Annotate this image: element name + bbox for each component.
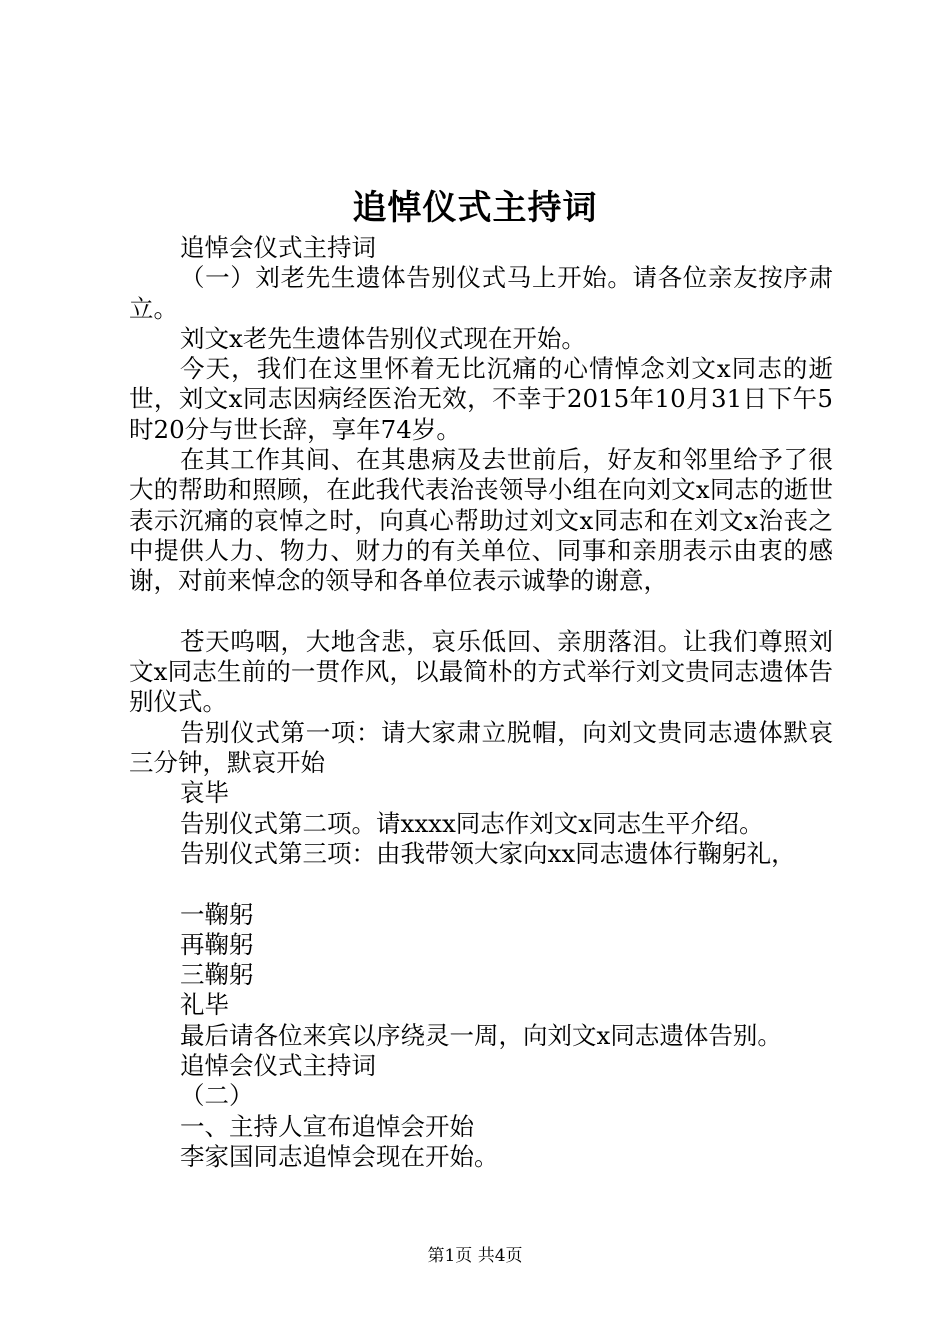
blank-line: [129, 869, 833, 899]
paragraph: （二）: [180, 1081, 254, 1111]
paragraph: 李家国同志追悼会现在开始。: [180, 1141, 499, 1171]
paragraph: 一鞠躬: [180, 899, 254, 929]
blank-line: [129, 597, 833, 627]
paragraph: 今天，我们在这里怀着无比沉痛的心情悼念刘文x同志的逝世，刘文x同志因病经医治无效，不幸于2015年10月31日下午5时20分与世长辞，享年74岁。: [129, 354, 833, 444]
document-title: 追悼仪式主持词: [352, 188, 598, 228]
paragraph: 再鞠躬: [180, 929, 254, 959]
document-body: [129, 233, 833, 1172]
paragraph: 追悼会仪式主持词: [180, 1051, 376, 1081]
paragraph: 最后请各位来宾以序绕灵一周，向刘文x同志遗体告别。: [180, 1020, 782, 1050]
paragraph: 三鞠躬: [180, 960, 254, 990]
paragraph: 苍天呜咽，大地含悲，哀乐低回、亲朋落泪。让我们尊照刘文x同志生前的一贯作风，以最简朴的方式举行刘文贵同志遗体告别仪式。: [129, 626, 833, 717]
paragraph: （一）刘老先生遗体告别仪式马上开始。请各位亲友按序肃立。: [129, 263, 833, 323]
paragraph: 告别仪式第三项：由我带领大家向xx同志遗体行鞠躬礼，: [180, 838, 796, 868]
paragraph: 哀毕: [180, 778, 229, 808]
paragraph: 告别仪式第一项：请大家肃立脱帽，向刘文贵同志遗体默哀三分钟，默哀开始: [129, 717, 833, 778]
paragraph: 追悼会仪式主持词: [180, 233, 376, 262]
page-footer: 第1页 共4页: [427, 1246, 523, 1266]
paragraph: 刘文x老先生遗体告别仪式现在开始。: [180, 323, 586, 353]
paragraph: 礼毕: [180, 990, 229, 1020]
paragraph: 一、主持人宣布追悼会开始: [180, 1111, 474, 1141]
paragraph: 在其工作其间、在其患病及去世前后，好友和邻里给予了很大的帮助和照顾，在此我代表治丧领导小组在向刘文x同志的逝世表示沉痛的哀悼之时，向真心帮助过刘文x同志和在刘文x治丧之中提供人力、物力、财力的有关单位、同事和亲朋表示由衷的感谢，对前来悼念的领导和各单位表示诚挚的谢意，: [129, 445, 833, 596]
paragraph: 告别仪式第二项。请xxxx同志作刘文x同志生平介绍。: [180, 808, 764, 838]
